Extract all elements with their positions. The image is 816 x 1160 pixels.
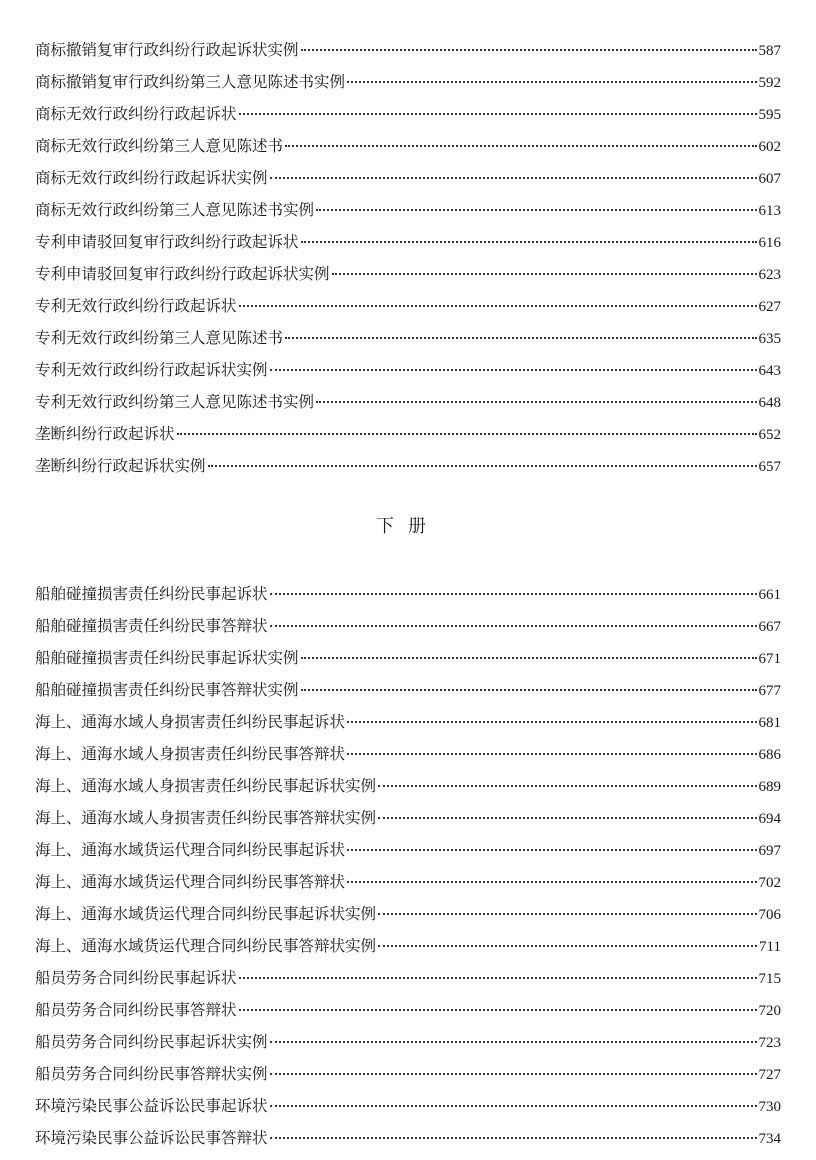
toc-entry-title: 专利无效行政纠纷第三人意见陈述书 <box>35 329 284 347</box>
toc-entry-title: 垄断纠纷行政起诉状实例 <box>35 457 206 475</box>
toc-entry <box>35 34 781 66</box>
toc-dot-leader <box>316 209 756 211</box>
toc-entry-title: 垄断纠纷行政起诉状 <box>35 425 175 443</box>
toc-entry <box>35 738 781 770</box>
toc-entry <box>35 226 781 258</box>
toc-entry <box>35 930 781 962</box>
toc-entry-page-number: 595 <box>758 107 781 123</box>
toc-entry-page-number: 587 <box>758 43 781 59</box>
toc-entry <box>35 418 781 450</box>
toc-entry-page-number: 613 <box>758 203 781 219</box>
toc-dot-leader <box>347 721 756 723</box>
toc-dot-leader <box>239 305 757 307</box>
toc-dot-leader <box>239 113 757 115</box>
toc-entry-page-number: 657 <box>758 459 781 475</box>
toc-dot-leader <box>301 241 757 243</box>
toc-entry <box>35 130 781 162</box>
toc-dot-leader <box>270 1137 757 1139</box>
toc-entry-title: 海上、通海水域人身损害责任纠纷民事起诉状实例 <box>35 777 377 795</box>
toc-dot-leader <box>270 1073 757 1075</box>
toc-dot-leader <box>239 1009 757 1011</box>
toc-entry-title: 船舶碰撞损害责任纠纷民事起诉状 <box>35 585 268 603</box>
toc-entry <box>35 1026 781 1058</box>
toc-entry-title: 专利申请驳回复审行政纠纷行政起诉状 <box>35 233 299 251</box>
toc-entry-page-number: 677 <box>758 683 781 699</box>
toc-entry-page-number: 715 <box>758 971 781 987</box>
toc-entry-page-number: 635 <box>758 331 781 347</box>
toc-dot-leader <box>285 145 756 147</box>
toc-dot-leader <box>347 81 756 83</box>
toc-entry-page-number: 711 <box>759 939 781 955</box>
toc-entry-page-number: 648 <box>758 395 781 411</box>
toc-dot-leader <box>301 49 757 51</box>
toc-entry-page-number: 689 <box>758 779 781 795</box>
toc-dot-leader <box>301 689 757 691</box>
toc-entry <box>35 290 781 322</box>
toc-entry <box>35 834 781 866</box>
toc-dot-leader <box>270 369 757 371</box>
toc-dot-leader <box>270 177 757 179</box>
toc-entry-title: 商标无效行政纠纷第三人意见陈述书实例 <box>35 201 315 219</box>
toc-entry <box>35 962 781 994</box>
toc-entry-title: 海上、通海水域货运代理合同纠纷民事起诉状 <box>35 841 346 859</box>
toc-entry-page-number: 607 <box>758 171 781 187</box>
toc-entry <box>35 770 781 802</box>
toc-entry-title: 环境污染民事公益诉讼民事答辩状 <box>35 1129 268 1147</box>
toc-entry-title: 海上、通海水域人身损害责任纠纷民事起诉状 <box>35 713 346 731</box>
toc-dot-leader <box>285 337 756 339</box>
toc-entry-title: 专利无效行政纠纷行政起诉状 <box>35 297 237 315</box>
toc-entry-title: 海上、通海水域货运代理合同纠纷民事答辩状实例 <box>35 937 377 955</box>
toc-entry-page-number: 643 <box>758 363 781 379</box>
toc-entry-title: 海上、通海水域货运代理合同纠纷民事答辩状 <box>35 873 346 891</box>
toc-entry-title: 海上、通海水域人身损害责任纠纷民事答辩状实例 <box>35 809 377 827</box>
toc-entry <box>35 98 781 130</box>
toc-entry <box>35 1122 781 1154</box>
section-heading-lower-volume: 下册 <box>376 516 440 537</box>
toc-entry-page-number: 702 <box>758 875 781 891</box>
toc-entry <box>35 162 781 194</box>
toc-entry <box>35 866 781 898</box>
toc-dot-leader <box>301 657 757 659</box>
toc-entry-title: 环境污染民事公益诉讼民事起诉状 <box>35 1097 268 1115</box>
toc-entry <box>35 610 781 642</box>
toc-entry <box>35 706 781 738</box>
toc-entry-title: 商标撤销复审行政纠纷第三人意见陈述书实例 <box>35 73 346 91</box>
toc-dot-leader <box>332 273 757 275</box>
toc-dot-leader <box>177 433 757 435</box>
toc-entry-page-number: 694 <box>758 811 781 827</box>
toc-entry-title: 船舶碰撞损害责任纠纷民事起诉状实例 <box>35 649 299 667</box>
toc-entry-page-number: 686 <box>758 747 781 763</box>
toc-entry-title: 船舶碰撞损害责任纠纷民事答辩状 <box>35 617 268 635</box>
toc-entry-title: 专利无效行政纠纷行政起诉状实例 <box>35 361 268 379</box>
toc-dot-leader <box>270 625 757 627</box>
toc-entry <box>35 578 781 610</box>
toc-entry-title: 海上、通海水域货运代理合同纠纷民事起诉状实例 <box>35 905 377 923</box>
toc-entry-title: 专利申请驳回复审行政纠纷行政起诉状实例 <box>35 265 330 283</box>
toc-entry-page-number: 681 <box>758 715 781 731</box>
toc-dot-leader <box>270 1041 757 1043</box>
toc-entry-page-number: 652 <box>758 427 781 443</box>
toc-entry-title: 商标无效行政纠纷行政起诉状实例 <box>35 169 268 187</box>
toc-entry <box>35 802 781 834</box>
toc-dot-leader <box>347 753 756 755</box>
toc-entry-page-number: 671 <box>758 651 781 667</box>
toc-entry <box>35 642 781 674</box>
toc-entry-page-number: 706 <box>758 907 781 923</box>
toc-entry <box>35 898 781 930</box>
toc-entry-title: 专利无效行政纠纷第三人意见陈述书实例 <box>35 393 315 411</box>
toc-entry-title: 船员劳务合同纠纷民事答辩状 <box>35 1001 237 1019</box>
toc-list-upper <box>35 34 781 482</box>
toc-entry-page-number: 627 <box>758 299 781 315</box>
toc-dot-leader <box>378 785 756 787</box>
toc-entry <box>35 354 781 386</box>
toc-entry <box>35 674 781 706</box>
toc-dot-leader <box>316 401 756 403</box>
toc-dot-leader <box>378 817 756 819</box>
toc-entry-page-number: 730 <box>758 1099 781 1115</box>
toc-entry-title: 商标无效行政纠纷行政起诉状 <box>35 105 237 123</box>
toc-entry-page-number: 727 <box>758 1067 781 1083</box>
toc-entry-page-number: 616 <box>758 235 781 251</box>
toc-entry-page-number: 592 <box>758 75 781 91</box>
toc-entry <box>35 194 781 226</box>
toc-dot-leader <box>270 593 757 595</box>
toc-entry <box>35 994 781 1026</box>
toc-entry <box>35 386 781 418</box>
toc-entry-page-number: 661 <box>758 587 781 603</box>
toc-entry <box>35 450 781 482</box>
toc-entry-title: 商标撤销复审行政纠纷行政起诉状实例 <box>35 41 299 59</box>
toc-entry-page-number: 697 <box>758 843 781 859</box>
toc-dot-leader <box>378 913 756 915</box>
toc-dot-leader <box>270 1105 757 1107</box>
toc-entry-page-number: 602 <box>758 139 781 155</box>
toc-dot-leader <box>239 977 757 979</box>
toc-entry-page-number: 720 <box>758 1003 781 1019</box>
toc-dot-leader <box>347 849 756 851</box>
toc-entry-title: 商标无效行政纠纷第三人意见陈述书 <box>35 137 284 155</box>
toc-entry <box>35 322 781 354</box>
toc-entry-page-number: 623 <box>758 267 781 283</box>
toc-entry-page-number: 667 <box>758 619 781 635</box>
toc-entry-title: 船员劳务合同纠纷民事起诉状 <box>35 969 237 987</box>
toc-entry-title: 海上、通海水域人身损害责任纠纷民事答辩状 <box>35 745 346 763</box>
toc-entry <box>35 258 781 290</box>
toc-entry-page-number: 723 <box>758 1035 781 1051</box>
toc-list-lower <box>35 578 781 1154</box>
toc-dot-leader <box>378 945 757 947</box>
toc-entry-title: 船员劳务合同纠纷民事起诉状实例 <box>35 1033 268 1051</box>
toc-entry-page-number: 734 <box>758 1131 781 1147</box>
toc-entry <box>35 1090 781 1122</box>
toc-entry <box>35 1058 781 1090</box>
toc-dot-leader <box>347 881 756 883</box>
toc-dot-leader <box>208 465 757 467</box>
toc-entry-title: 船员劳务合同纠纷民事答辩状实例 <box>35 1065 268 1083</box>
toc-entry-title: 船舶碰撞损害责任纠纷民事答辩状实例 <box>35 681 299 699</box>
toc-entry <box>35 66 781 98</box>
